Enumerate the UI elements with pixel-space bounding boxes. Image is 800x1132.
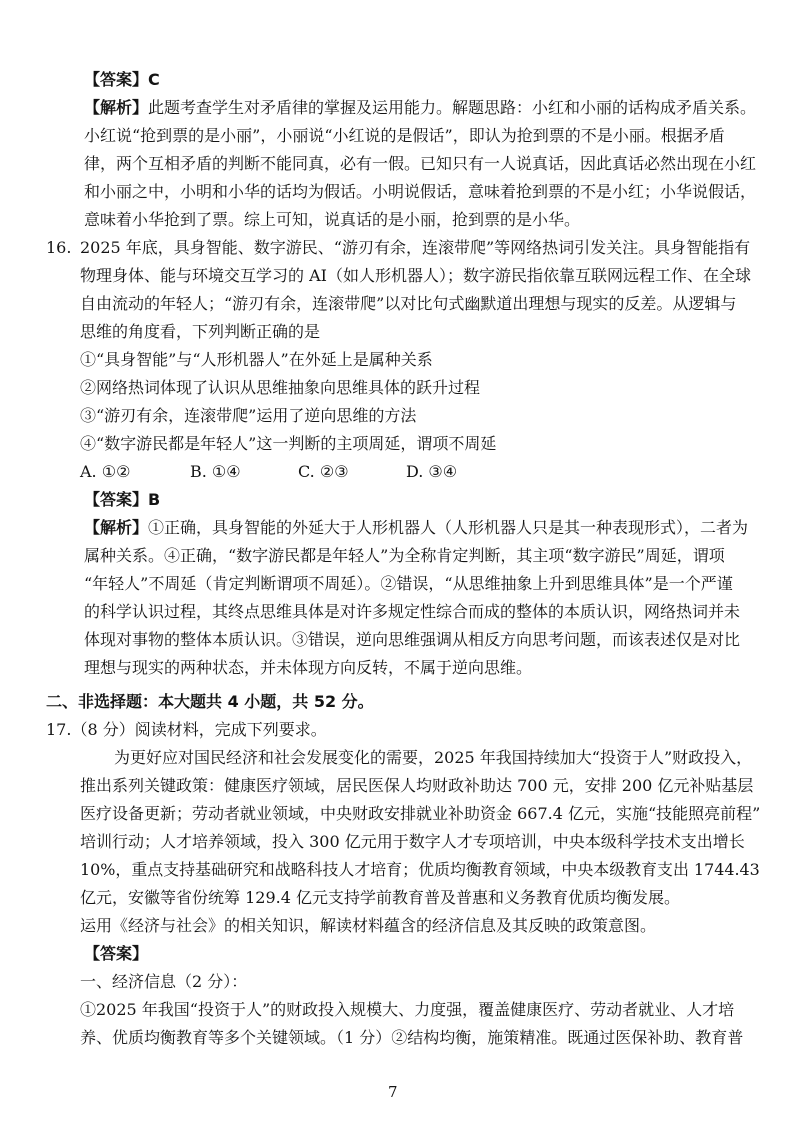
- q16-analysis-line: “年轻人”不周延（肯定判断谓项不周延）。②错误，“从思维抽象上升到思维具体”是一个严谨: [84, 574, 733, 593]
- q16-stem-line: 思维的角度看，下列判断正确的是: [80, 322, 321, 341]
- q16-option-d: D. ③④: [406, 462, 458, 481]
- q17-material-line: 亿元，安徽等省份统筹 129.4 亿元支持学前教育普及普惠和义务教育优质均衡发展。: [80, 888, 680, 907]
- q16-statement: ④“数字游民都是年轻人”这一判断的主项周延，谓项不周延: [80, 434, 497, 453]
- q15-analysis-line: 意味着小华抢到了票。综上可知，说真话的是小丽，抢到票的是小华。: [84, 210, 581, 229]
- q16-number: 16.: [46, 238, 72, 257]
- q16-statement: ③“游刃有余，连滚带爬”运用了逆向思维的方法: [80, 406, 417, 425]
- q16-analysis-line: 【解析】①正确，具身智能的外延大于人形机器人（人形机器人只是其一种表现形式），二者为: [84, 518, 749, 537]
- q16-analysis-line: 的科学认识过程，其终点思维具体是对许多规定性综合而成的整体的本质认识，网络热词并未: [84, 602, 741, 621]
- analysis-label: 【解析】: [84, 98, 149, 117]
- q16-statement: ②网络热词体现了认识从思维抽象向思维具体的跃升过程: [80, 378, 481, 397]
- q15-answer: [84, 70, 160, 90]
- q16-statement: ①“具身智能”与“人形机器人”在外延上是属种关系: [80, 350, 433, 369]
- q16-stem-line: 自由流动的年轻人；“游刃有余，连滚带爬”以对比句式幽默道出理想与现实的反差。从逻辑与: [80, 294, 737, 313]
- q17-task: 运用《经济与社会》的相关知识，解读材料蕴含的经济信息及其反映的政策意图。: [80, 916, 657, 935]
- q15-analysis-line: 律，两个互相矛盾的判断不能同真，必有一假。已知只有一人说真话，因此真话必然出现在小红: [84, 154, 757, 173]
- q16-analysis-line: 属种关系。④正确，“数字游民都是年轻人”为全称肯定判断，其主项“数字游民”周延，谓项: [84, 546, 725, 565]
- answer-label: 【答案】: [84, 70, 149, 89]
- q17-answer-line: ①2025 年我国“投资于人”的财政投入规模大、力度强，覆盖健康医疗、劳动者就业、人才培: [80, 1000, 735, 1019]
- q17-material-line: 推出系列关键政策：健康医疗领域，居民医保人均财政补助达 700 元，安排 200 亿元补贴基层: [80, 776, 754, 795]
- page-number: 7: [388, 1083, 398, 1101]
- q16-analysis-line: 理想与现实的两种状态，并未体现方向反转，不属于逆向思维。: [84, 658, 533, 677]
- q16-analysis-line: 体现对事物的整体本质认识。③错误，逆向思维强调从相反方向思考问题，而该表述仅是对比: [84, 630, 741, 649]
- q17-material-line: 培训行动；人才培养领域，投入 300 亿元用于数字人才专项培训，中央本级科学技术支出增长: [80, 832, 745, 851]
- analysis-label: 【解析】: [84, 518, 149, 537]
- q17-material-line: 10%，重点支持基础研究和战略科技人才培育；优质均衡教育领域，中央本级教育支出 1744.43: [80, 860, 760, 879]
- q17-material-line: 为更好应对国民经济和社会发展变化的需要，2025 年我国持续加大“投资于人”财政投入，: [114, 748, 753, 767]
- answer-value: B: [148, 490, 161, 509]
- q15-analysis-line: 【解析】此题考查学生对矛盾律的掌握及运用能力。解题思路：小红和小丽的话构成矛盾关系。: [84, 98, 757, 117]
- q16-stem-line: 2025 年底，具身智能、数字游民、“游刃有余，连滚带爬”等网络热词引发关注。具身智能指有: [80, 238, 751, 257]
- q15-analysis-line: 小红说“抢到票的是小丽”，小丽说“小红说的是假话”，即认为抢到票的不是小丽。根据矛盾: [84, 126, 725, 145]
- q16-stem-line: 物理身体、能与环境交互学习的 AI（如人形机器人）；数字游民指依靠互联网远程工作、在全球: [80, 266, 751, 285]
- q16-option-c: C. ②③: [298, 462, 349, 481]
- q16-option-a: A. ①②: [80, 462, 131, 481]
- q15-analysis-line: 和小丽之中，小明和小华的话均为假话。小明说假话，意味着抢到票的不是小红；小华说假话，: [84, 182, 757, 201]
- q16-answer: [84, 490, 160, 510]
- q17-sub-heading: 一、经济信息（2 分）：: [80, 972, 248, 991]
- answer-label: 【答案】: [84, 490, 149, 509]
- answer-value: C: [148, 70, 160, 89]
- q17-header: 17.（8 分）阅读材料，完成下列要求。: [46, 720, 327, 739]
- q16-option-b: B. ①④: [190, 462, 241, 481]
- section-heading: 二、非选择题：本大题共 4 小题，共 52 分。: [46, 692, 374, 711]
- q17-material-line: 医疗设备更新；劳动者就业领域，中央财政安排就业补助资金 667.4 亿元，实施“技能照亮前程”: [80, 804, 761, 823]
- q17-answer-label: 【答案】: [84, 944, 149, 963]
- q17-answer-line: 养、优质均衡教育等多个关键领域。（1 分）②结构均衡，施策精准。既通过医保补助、教育普: [80, 1028, 744, 1047]
